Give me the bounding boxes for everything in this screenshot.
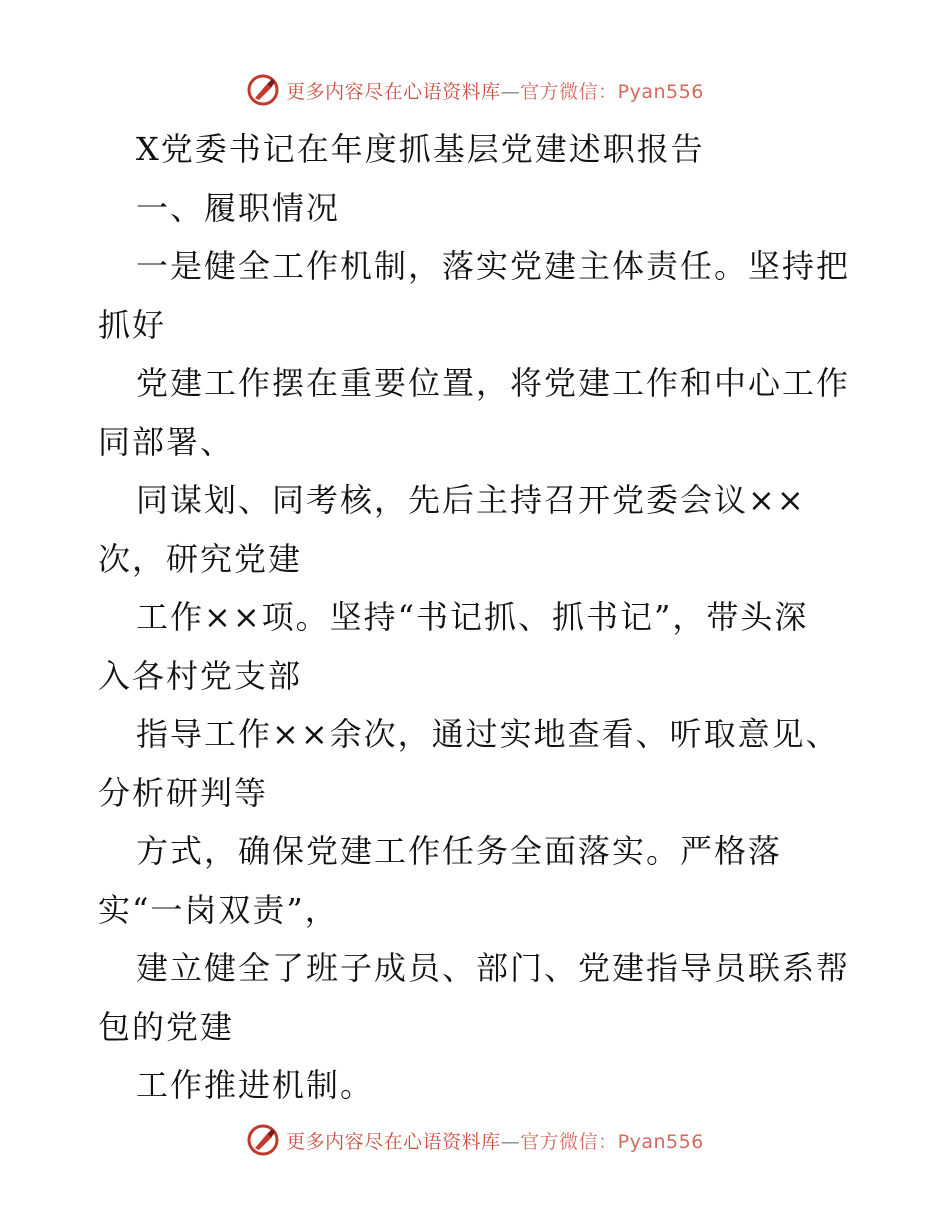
paragraph-line: 同谋划、同考核，先后主持召开党委会议×× — [136, 481, 806, 519]
paragraph-line: 指导工作××余次，通过实地查看、听取意见、 — [136, 715, 840, 753]
watermark-brand: 更多内容尽在心语资料库 — [286, 1130, 501, 1153]
watermark-separator: — — [500, 80, 521, 103]
watermark-separator: — — [500, 1130, 521, 1153]
paragraph-line: 抓好 — [98, 305, 167, 344]
paragraph-line: 工作推进机制。 — [136, 1066, 375, 1104]
paragraph-line: 一是健全工作机制，落实党建主体责任。坚持把 — [136, 247, 851, 285]
watermark-brand: 更多内容尽在心语资料库 — [286, 80, 501, 103]
section-heading: 一、履职情况 — [136, 188, 341, 227]
paragraph-line: 次，研究党建 — [98, 539, 303, 578]
document-body — [98, 120, 858, 1115]
watermark-text — [286, 77, 704, 104]
paragraph-line: 入各村党支部 — [98, 656, 303, 695]
document-title: X党委书记在年度抓基层党建述职报告 — [136, 130, 705, 168]
pen-nib-logo-icon — [246, 1123, 280, 1157]
watermark-text — [286, 1127, 704, 1154]
pen-nib-logo-icon — [246, 73, 280, 107]
paragraph-line: 建立健全了班子成员、部门、党建指导员联系帮 — [136, 949, 851, 987]
watermark-wechat: 官方微信：Pyan556 — [520, 1130, 704, 1153]
paragraph-line: 工作××项。坚持“书记抓、抓书记”，带头深 — [136, 598, 809, 636]
watermark-header — [0, 72, 950, 108]
paragraph-line: 同部署、 — [98, 422, 235, 461]
paragraph-line: 方式，确保党建工作任务全面落实。严格落 — [136, 832, 783, 870]
paragraph-line: 包的党建 — [98, 1007, 235, 1046]
paragraph-line: 实“一岗双责”， — [98, 890, 339, 929]
watermark-footer — [0, 1122, 950, 1158]
paragraph-line: 党建工作摆在重要位置，将党建工作和中心工作 — [136, 364, 851, 402]
paragraph-line: 分析研判等 — [98, 773, 269, 812]
watermark-wechat: 官方微信：Pyan556 — [520, 80, 704, 103]
